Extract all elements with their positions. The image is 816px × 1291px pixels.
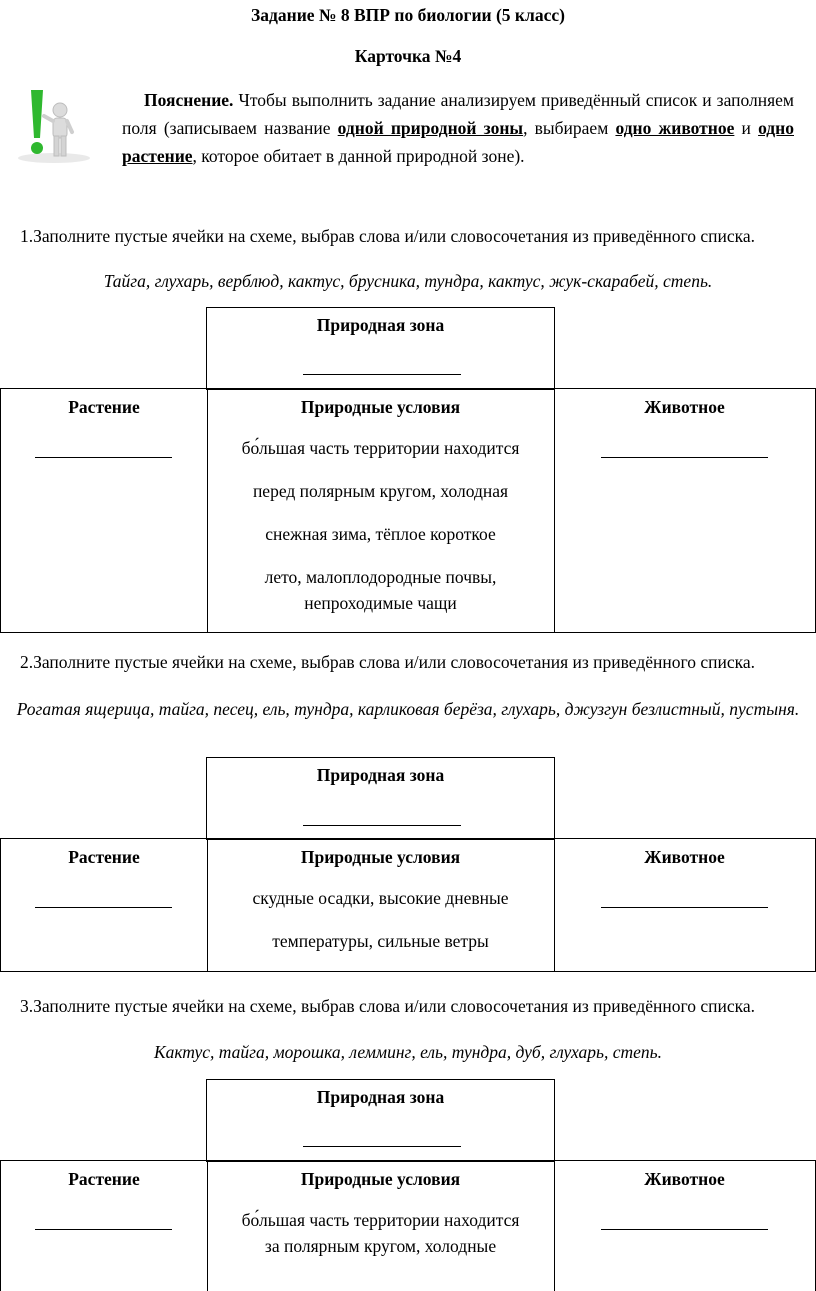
zone-answer-blank[interactable] bbox=[303, 1146, 461, 1147]
task-3-zone-box bbox=[206, 1079, 555, 1162]
condition-line: снежная зима, тёплое короткое bbox=[265, 524, 496, 544]
plant-answer-blank[interactable] bbox=[35, 907, 172, 908]
task-3-table bbox=[0, 1160, 816, 1291]
explanation-emphasis: одной природной зоны bbox=[337, 118, 524, 138]
explanation-emphasis: одно животное bbox=[615, 118, 735, 138]
plant-answer-blank[interactable] bbox=[35, 1229, 172, 1230]
explanation-text: и bbox=[734, 118, 759, 138]
conditions-label: Природные условия bbox=[300, 397, 461, 417]
task-2-instruction: 2.Заполните пустые ячейки на схеме, выбрав слова и/или словосочетания из приведённого списка. bbox=[20, 652, 755, 672]
condition-line: скудные осадки, высокие дневные bbox=[252, 888, 509, 908]
explanation-text: , которое обитает в данной природной зоне). bbox=[192, 146, 525, 166]
condition-line: бо́льшая часть территории находится bbox=[241, 1210, 520, 1230]
plant-label: Растение bbox=[68, 1169, 140, 1189]
plant-label: Растение bbox=[68, 397, 140, 417]
zone-answer-blank[interactable] bbox=[303, 825, 461, 826]
task-1-zone-box bbox=[206, 307, 555, 390]
task-3-instruction: 3.Заполните пустые ячейки на схеме, выбрав слова и/или словосочетания из приведённого списка. bbox=[20, 996, 755, 1016]
task-1-word-list: Тайга, глухарь, верблюд, кактус, брусника, тундра, кактус, жук-скарабей, степь. bbox=[103, 271, 713, 291]
condition-line: непроходимые чащи bbox=[304, 593, 457, 613]
condition-line: за полярным кругом, холодные bbox=[264, 1236, 497, 1256]
card-title: Карточка №4 bbox=[354, 46, 462, 66]
animal-answer-blank[interactable] bbox=[601, 1229, 768, 1230]
task-1-instruction: 1.Заполните пустые ячейки на схеме, выбрав слова и/или словосочетания из приведённого списка. bbox=[20, 226, 755, 246]
condition-line: температуры, сильные ветры bbox=[272, 931, 489, 951]
task-2-table bbox=[0, 838, 816, 972]
explanation-text: , выбираем bbox=[523, 118, 616, 138]
animal-label: Животное bbox=[644, 1169, 725, 1189]
zone-answer-blank[interactable] bbox=[303, 374, 461, 375]
condition-line: бо́льшая часть территории находится bbox=[241, 438, 520, 458]
condition-line: перед полярным кругом, холодная bbox=[252, 481, 509, 501]
explanation-label: Пояснение. bbox=[144, 90, 234, 110]
animal-label: Животное bbox=[644, 847, 725, 867]
animal-answer-blank[interactable] bbox=[601, 457, 768, 458]
task-2-zone-box bbox=[206, 757, 555, 840]
task-3-word-list: Кактус, тайга, морошка, лемминг, ель, тундра, дуб, глухарь, степь. bbox=[153, 1042, 663, 1062]
explanation-text: Чтобы выполнить задание анализируем приведённый список и заполняем поля (записываем название bbox=[122, 90, 794, 138]
zone-label: Природная зона bbox=[316, 315, 445, 335]
zone-label: Природная зона bbox=[316, 1087, 445, 1107]
conditions-label: Природные условия bbox=[300, 847, 461, 867]
task-1-table bbox=[0, 388, 816, 633]
animal-answer-blank[interactable] bbox=[601, 907, 768, 908]
zone-label: Природная зона bbox=[316, 765, 445, 785]
condition-line: лето, малоплодородные почвы, bbox=[264, 567, 497, 587]
task-2-word-list: Рогатая ящерица, тайга, песец, ель, тундра, карликовая берёза, глухарь, джузгун безлистный, пустыня. bbox=[16, 699, 800, 719]
conditions-label: Природные условия bbox=[300, 1169, 461, 1189]
explanation-paragraph bbox=[122, 86, 794, 170]
plant-answer-blank[interactable] bbox=[35, 457, 172, 458]
animal-label: Животное bbox=[644, 397, 725, 417]
explanation-emphasis: одно растение bbox=[122, 118, 794, 166]
exclamation-figure-icon bbox=[10, 86, 94, 166]
plant-label: Растение bbox=[68, 847, 140, 867]
page-title: Задание № 8 ВПР по биологии (5 класс) bbox=[251, 5, 565, 25]
